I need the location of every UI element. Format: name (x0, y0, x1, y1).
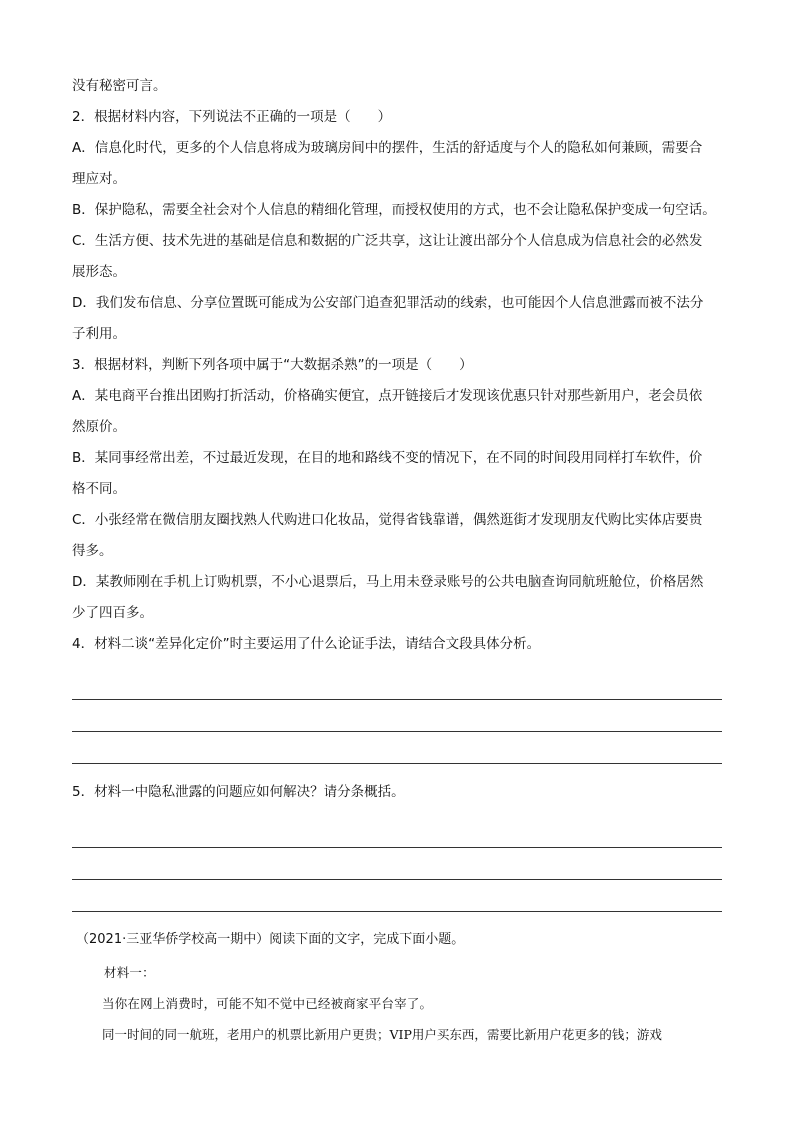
option-b-line: B．保护隐私，需要全社会对个人信息的精细化管理，而授权使用的方式，也不会让隐私保护变成一句空话。 (72, 202, 716, 218)
answer-line[interactable] (72, 732, 722, 764)
option-b-line: 格不同。 (72, 481, 126, 497)
question-5-answer-area[interactable] (72, 816, 722, 912)
option-a-line: 理应对。 (72, 171, 126, 187)
material-paragraph: 当你在网上消费时，可能不知不觉中已经被商家平台宰了。 (102, 996, 433, 1011)
answer-line[interactable] (72, 700, 722, 732)
option-c-line: C．生活方便、技术先进的基础是信息和数据的广泛共享，这让让渡出部分个人信息成为信息社会的必然发 (72, 233, 703, 249)
question-4-stem: 4．材料二谈“差异化定价”时主要运用了什么论证手法，请结合文段具体分析。 (72, 636, 541, 652)
option-d-line: 少了四百多。 (72, 605, 153, 621)
question-3-stem: 3．根据材料，判断下列各项中属于“大数据杀熟”的一项是（ ） (72, 357, 473, 373)
option-b-line: B．某同事经常出差，不过最近发现，在目的地和路线不变的情况下，在不同的时间段用同样打车软件，价 (72, 450, 703, 466)
option-d-line: D．我们发布信息、分享位置既可能成为公安部门追查犯罪活动的线索，也可能因个人信息泄露而被不法分 (72, 295, 704, 311)
material-paragraph: 同一时间的同一航班，老用户的机票比新用户更贵；VIP用户买东西，需要比新用户花更多的钱；游戏 (102, 1027, 662, 1042)
option-a-line: A．某电商平台推出团购打折活动，价格确实便宜，点开链接后才发现该优惠只针对那些新用户，老会员依 (72, 388, 703, 404)
option-c-line: 得多。 (72, 543, 113, 559)
option-a-line: A．信息化时代，更多的个人信息将成为玻璃房间中的摆件，生活的舒适度与个人的隐私如何兼顾，需要合 (72, 140, 703, 156)
answer-line[interactable] (72, 880, 722, 912)
question-5-stem: 5．材料一中隐私泄露的问题应如何解决？请分条概括。 (72, 784, 405, 800)
answer-line[interactable] (72, 668, 722, 700)
question-4-answer-area[interactable] (72, 668, 722, 764)
question-2-stem: 2．根据材料内容，下列说法不正确的一项是（ ） (72, 109, 392, 125)
answer-line[interactable] (72, 848, 722, 880)
option-d-line: 子利用。 (72, 326, 126, 342)
answer-line[interactable] (72, 816, 722, 848)
reading-source: （2021·三亚华侨学校高一期中）阅读下面的文字，完成下面小题。 (76, 932, 465, 947)
option-d-line: D．某教师刚在手机上订购机票，不小心退票后，马上用未登录账号的公共电脑查询同航班舱位，价格居然 (72, 574, 704, 590)
option-c-line: C．小张经常在微信朋友圈找熟人代购进口化妆品，觉得省钱靠谱，偶然逛街才发现朋友代购比实体店要贵 (72, 512, 703, 528)
option-c-line: 展形态。 (72, 264, 126, 280)
document-page (72, 76, 722, 1056)
text-line: 没有秘密可言。 (72, 78, 167, 94)
material-title: 材料一： (104, 965, 155, 980)
option-a-line: 然原价。 (72, 419, 126, 435)
